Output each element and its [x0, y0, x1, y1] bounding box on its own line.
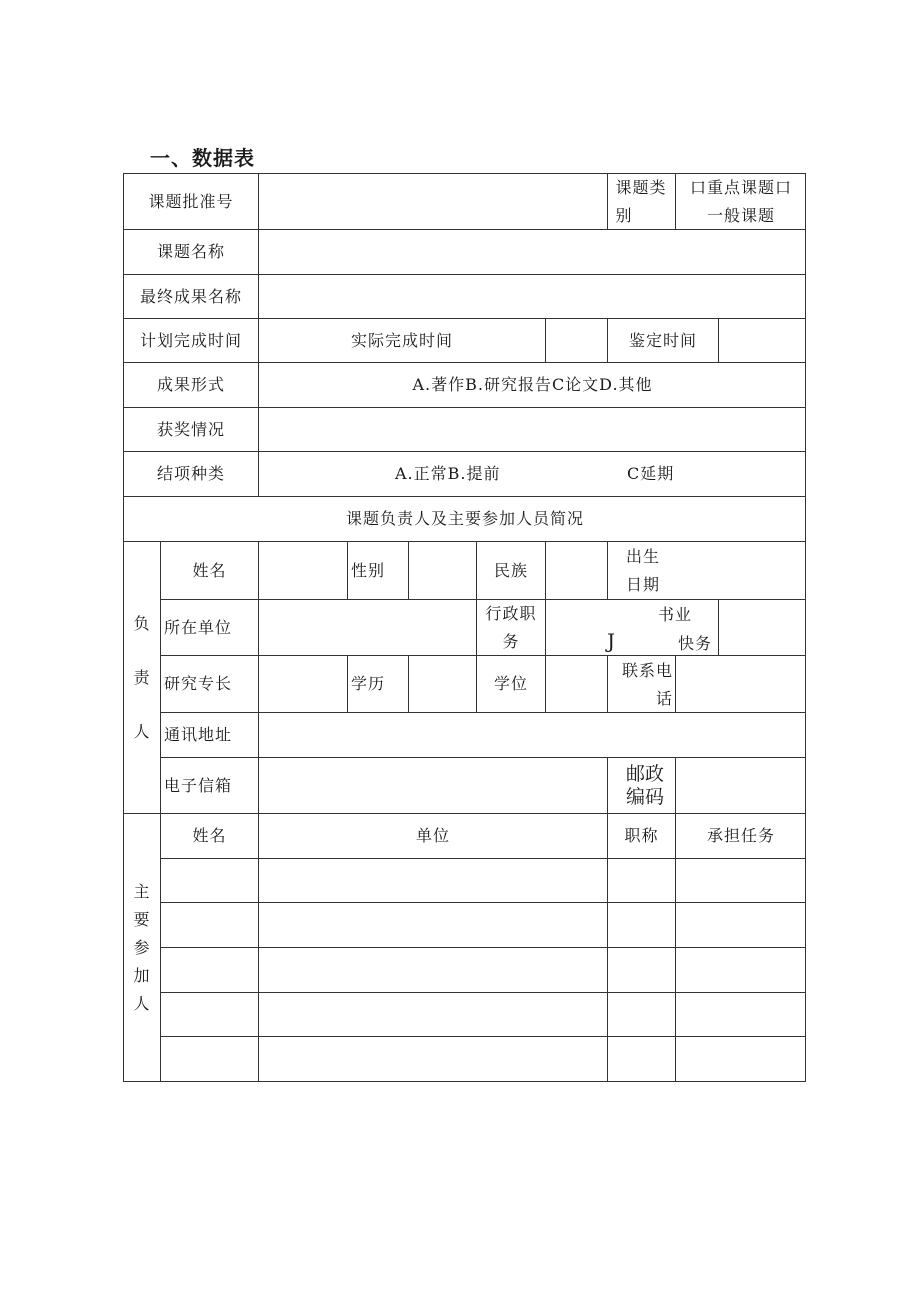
- participant-task-cell[interactable]: [675, 1036, 806, 1082]
- project-name-label: 课题名称: [123, 229, 258, 274]
- leader-phone-field[interactable]: [675, 655, 806, 712]
- leader-admin-post-label: 行政职务: [476, 599, 545, 655]
- awards-label: 获奖情况: [123, 407, 258, 451]
- approval-no-field[interactable]: [258, 173, 607, 229]
- participants-group-label: 主要参加人: [123, 813, 160, 1082]
- participants-col-unit: 单位: [258, 813, 607, 858]
- participant-task-cell[interactable]: [675, 902, 806, 947]
- closure-option-ab: A.正常B.提前: [395, 464, 501, 483]
- approval-no-label: 课题批准号: [123, 173, 258, 229]
- participant-name-cell[interactable]: [160, 1036, 258, 1082]
- leader-gender-field[interactable]: [408, 541, 476, 599]
- participant-title-cell[interactable]: [607, 858, 675, 902]
- leader-ethnicity-label: 民族: [476, 541, 545, 599]
- leader-postcode-field[interactable]: [675, 757, 806, 813]
- participant-unit-cell[interactable]: [258, 947, 607, 992]
- participant-name-cell[interactable]: [160, 858, 258, 902]
- stray-mark: J: [607, 629, 616, 653]
- participants-col-task: 承担任务: [675, 813, 806, 858]
- final-result-field[interactable]: [258, 274, 806, 318]
- leader-education-label: 学历: [347, 655, 408, 712]
- section-title: 课题负责人及主要参加人员简况: [123, 496, 806, 541]
- leader-postcode-label: 邮政编码: [607, 757, 675, 813]
- leader-name-field[interactable]: [258, 541, 347, 599]
- leader-email-field[interactable]: [258, 757, 607, 813]
- leader-ethnicity-field[interactable]: [545, 541, 607, 599]
- participant-name-cell[interactable]: [160, 902, 258, 947]
- participant-name-cell[interactable]: [160, 992, 258, 1036]
- page-title: 一、数据表: [150, 146, 255, 170]
- leader-unit-label: 所在单位: [160, 599, 258, 655]
- participant-title-cell[interactable]: [607, 947, 675, 992]
- leader-specialty-field[interactable]: [258, 655, 347, 712]
- planned-time-label: 计划完成时间: [123, 318, 258, 362]
- leader-prof-post-field[interactable]: [718, 599, 806, 655]
- participant-task-cell[interactable]: [675, 858, 806, 902]
- leader-birth-cell[interactable]: [607, 541, 806, 599]
- result-form-options[interactable]: A.著作B.研究报告C论文D.其他: [258, 362, 806, 407]
- leader-birth-label: 出生日期: [626, 547, 661, 594]
- participant-title-cell[interactable]: [607, 902, 675, 947]
- participant-title-cell[interactable]: [607, 1036, 675, 1082]
- participants-col-title: 职称: [607, 813, 675, 858]
- category-options[interactable]: 口重点课题口一般课题: [675, 173, 806, 229]
- leader-unit-field[interactable]: [258, 599, 476, 655]
- participant-unit-cell[interactable]: [258, 992, 607, 1036]
- leader-gender-label: 性别: [347, 541, 408, 599]
- leader-specialty-label: 研究专长: [160, 655, 258, 712]
- leader-name-label: 姓名: [160, 541, 258, 599]
- participant-unit-cell[interactable]: [258, 902, 607, 947]
- closure-type-options[interactable]: [258, 451, 806, 496]
- leader-education-field[interactable]: [408, 655, 476, 712]
- leader-address-field[interactable]: [258, 712, 806, 757]
- participant-title-cell[interactable]: [607, 992, 675, 1036]
- actual-time-field[interactable]: [545, 318, 607, 362]
- participant-unit-cell[interactable]: [258, 1036, 607, 1082]
- appraisal-time-label: 鉴定时间: [607, 318, 718, 362]
- leader-address-label: 通讯地址: [160, 712, 258, 757]
- actual-time-label: 实际完成时间: [258, 318, 545, 362]
- participants-col-name: 姓名: [160, 813, 258, 858]
- project-data-form: [123, 173, 806, 1082]
- closure-type-label: 结项种类: [123, 451, 258, 496]
- category-label: 课题类别: [607, 173, 675, 229]
- leader-phone-label: 联系电话: [607, 655, 675, 712]
- project-name-field[interactable]: [258, 229, 806, 274]
- participant-task-cell[interactable]: [675, 992, 806, 1036]
- leader-email-label: 电子信箱: [160, 757, 258, 813]
- awards-field[interactable]: [258, 407, 806, 451]
- participant-task-cell[interactable]: [675, 947, 806, 992]
- leader-degree-field[interactable]: [545, 655, 607, 712]
- leader-degree-label: 学位: [476, 655, 545, 712]
- participant-unit-cell[interactable]: [258, 858, 607, 902]
- result-form-label: 成果形式: [123, 362, 258, 407]
- prof-post-label-top: 书业: [658, 605, 693, 624]
- appraisal-time-field[interactable]: [718, 318, 806, 362]
- prof-post-label-bottom: 快务: [678, 634, 713, 653]
- participant-name-cell[interactable]: [160, 947, 258, 992]
- closure-option-c: C延期: [627, 464, 675, 483]
- final-result-label: 最终成果名称: [123, 274, 258, 318]
- leader-group-label: 负责人: [123, 541, 160, 813]
